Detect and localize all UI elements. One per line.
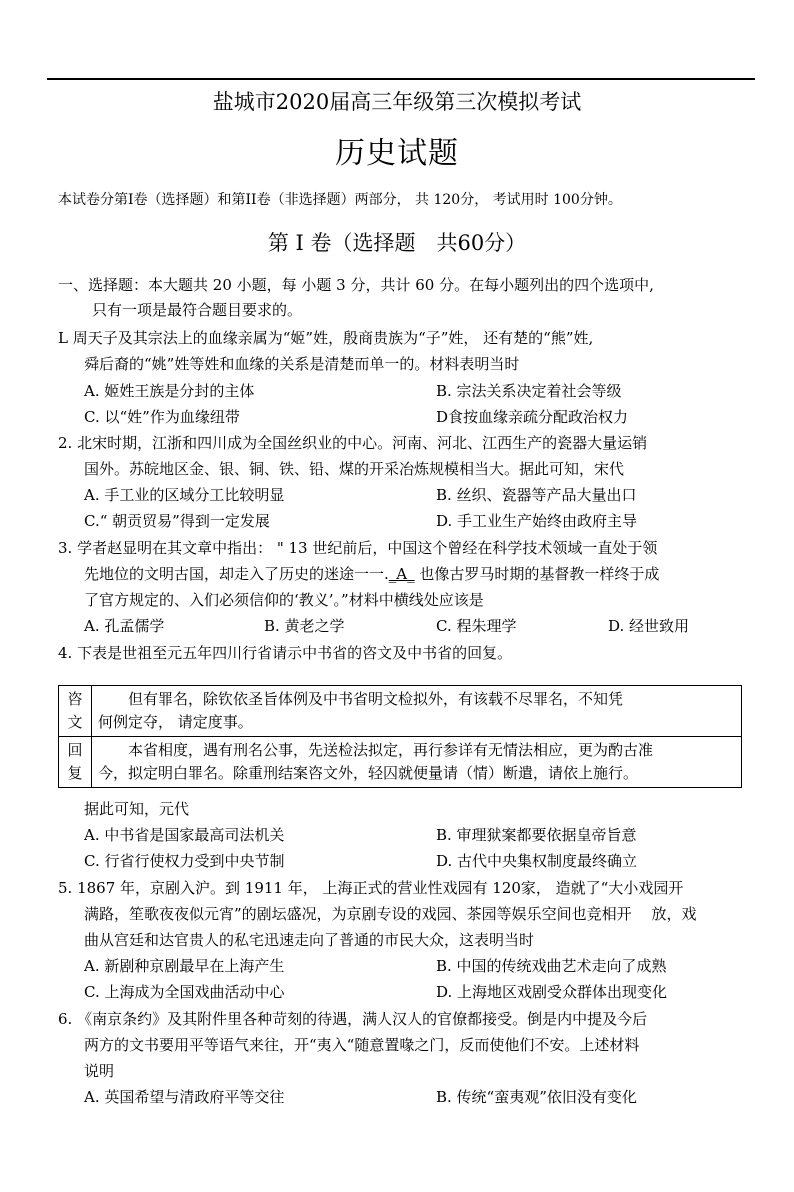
q4-option-a: A. 中书省是国家最高司法机关 — [84, 826, 285, 844]
q4-option-c: C. 行省行使权力受到中央节制 — [84, 852, 285, 870]
q1-option-a: A. 姬姓王族是分封的主体 — [84, 382, 255, 400]
q4-row-2-header — [59, 737, 92, 788]
q3-option-d: D. 经世致用 — [608, 617, 690, 635]
q1-option-b: B. 宗法关系决定着社会等级 — [436, 382, 622, 400]
q4-table — [58, 685, 742, 788]
q4-row-1-header — [59, 686, 92, 737]
q3-option-a: A. 孔孟儒学 — [84, 617, 165, 635]
table-row — [59, 686, 742, 737]
q4-option-d: D. 古代中央集权制度最终确立 — [436, 852, 638, 870]
exam-note: 本试卷分第I卷（选择题）和第II卷（非选择题）两部分， 共 120分， 考试用时 100分钟。 — [58, 192, 622, 208]
q4-row-1-line-1: 但有罪名，除钦依圣旨体例及中书省明文检拟外，有该载不尽罪名，不知凭 — [128, 690, 624, 708]
q4-row-2-header-char-1: 回 — [67, 741, 83, 759]
q3-stem-2-after: 也像古罗马时期的基督教一样终于成 — [414, 565, 660, 583]
q5-stem-2: 满路，笙歌夜夜似元宵”的剧坛盛况，为京剧专设的戏园、茶园等娱乐空间也竞相开 放，戏 — [84, 905, 697, 923]
q2-stem-1: 2. 北宋时期，江浙和四川成为全国丝织业的中心。河南、河北、江西生产的瓷器大量运销 — [58, 434, 648, 452]
q4-row-2-line-1: 本省相度，遇有刑名公事，先送检法拟定，再行参详有无情法相应，更为酌古准 — [128, 741, 654, 759]
q1-option-c: C. 以“姓”作为血缘纽带 — [84, 408, 240, 426]
q2-option-d: D. 手工业生产始终由政府主导 — [436, 512, 638, 530]
q4-row-2-line-2: 今，拟定明白罪名。除重刑结案咨文外，轻囚就便量请（情）断遣，请依上施行。 — [98, 764, 639, 782]
q4-row-2-header-char-2: 复 — [67, 764, 83, 782]
q4-row-1-content — [92, 686, 742, 737]
q6-stem-1: 6. 《南京条约》及其附件里各种苛刻的待遇，满人汉人的官僚都接受。倒是内中提及今后 — [58, 1010, 648, 1028]
section-title: 第 I 卷（选择题 共60分） — [267, 231, 527, 255]
q6-stem-2: 两方的文书要用平等语气来往，开“夷入“随意置喙之门，反而使他们不安。上述材料 — [84, 1036, 640, 1054]
q5-stem-3: 曲从宫廷和达官贵人的私宅迅速走向了普通的市民大众，这表明当时 — [84, 931, 535, 949]
instructions-line-2: 只有一项是最符合题目要求的。 — [92, 301, 303, 319]
q3-blank: _A_ — [388, 565, 415, 583]
q6-option-a: A. 英国希望与清政府平等交往 — [84, 1088, 285, 1106]
q5-option-b: B. 中国的传统戏曲艺术走向了成熟 — [436, 957, 667, 975]
q5-option-d: D. 上海地区戏剧受众群体出现变化 — [436, 983, 668, 1001]
q3-stem-2 — [84, 563, 659, 585]
q6-option-b: B. 传统“蛮夷观”依旧没有变化 — [436, 1088, 637, 1106]
q3-stem-2-before: 先地位的文明古国，却走入了历史的迷途一一. — [84, 565, 389, 583]
q1-stem-1: L 周天子及其宗法上的血缘亲属为“姬”姓，殷商贵族为“子”姓， 还有楚的“熊”姓, — [58, 329, 594, 347]
q5-option-c: C. 上海成为全国戏曲活动中心 — [84, 983, 285, 1001]
q5-option-a: A. 新剧种京剧最早在上海产生 — [84, 957, 285, 975]
q4-row-1-header-char-1: 咨 — [67, 690, 83, 708]
q2-option-b: B. 丝织、瓷器等产品大量出口 — [436, 486, 637, 504]
q4-option-b: B. 审理狱案都要依据皇帝旨意 — [436, 826, 637, 844]
q4-stem: 4. 下表是世祖至元五年四川行省请示中书省的咨文及中书省的回复。 — [58, 644, 513, 662]
q2-option-c: C.“ 朝贡贸易”得到一定发展 — [84, 512, 270, 530]
q3-option-c: C. 程朱理学 — [436, 617, 517, 635]
top-rule — [47, 78, 755, 80]
q4-follow: 据此可知，元代 — [84, 800, 190, 818]
q5-stem-1: 5. 1867 年，京剧入沪。到 1911 年， 上海正式的营业性戏园有 120家， 造就了“大小戏园开 — [58, 879, 684, 897]
q4-row-1-line-2: 何例定夺， 请定度事。 — [98, 713, 253, 731]
q2-option-a: A. 手工业的区域分工比较明显 — [84, 486, 285, 504]
q2-stem-2: 国外。苏皖地区金、银、铜、铁、铅、煤的开采冶炼规模相当大。据此可知，宋代 — [84, 460, 625, 478]
subject-title: 历史试题 — [335, 136, 459, 171]
exam-title: 盐城市2020届高三年级第三次模拟考试 — [212, 90, 582, 114]
q3-option-b: B. 黄老之学 — [264, 617, 345, 635]
q1-option-d: D⻝按血缘亲疏分配政治权力 — [436, 408, 629, 426]
q4-row-2-content — [92, 737, 742, 788]
instructions-line-1: 一、选择题：本大题共 20 小题，每 小题 3 分，共计 60 分。在每小题列出的四个选项中, — [58, 276, 654, 294]
q6-stem-3: 说明 — [84, 1062, 115, 1080]
q3-stem-3: 了官方规定的、入们必须信仰的‘教义’。”材料中横线处应该是 — [84, 591, 484, 609]
q1-stem-2: 舜后裔的“姚”姓等姓和血缘的关系是清楚而单一的。材料表明当时 — [84, 355, 520, 373]
q4-row-1-header-char-2: 文 — [67, 713, 83, 731]
table-row — [59, 737, 742, 788]
q3-stem-1: 3. 学者赵显明在其文章中指出： " 13 世纪前后，中国这个曾经在科学技术领域一直处于领 — [58, 539, 658, 557]
